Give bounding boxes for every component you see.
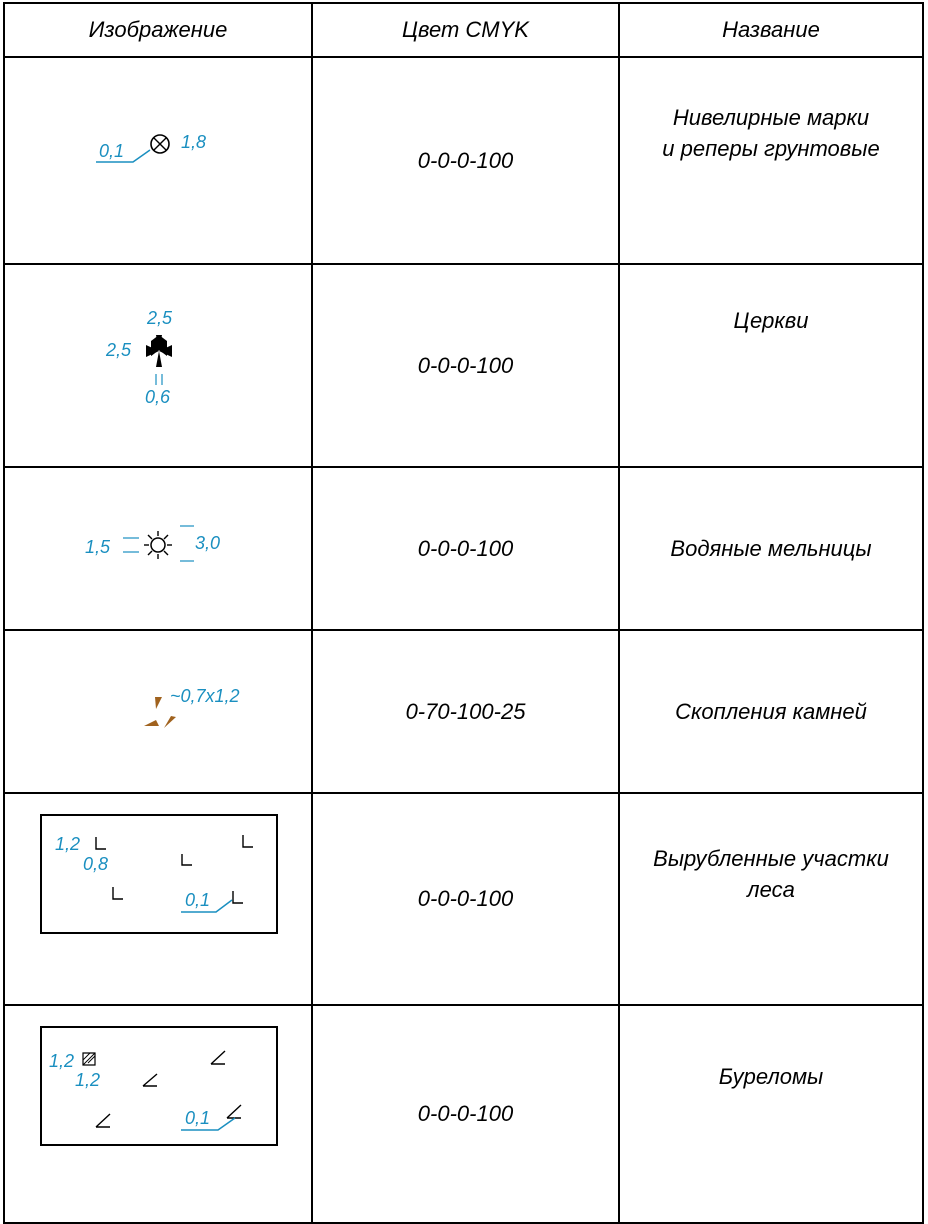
- image-cell: [4, 57, 312, 264]
- dimension-label: 0,1: [185, 890, 211, 910]
- header-image: Изображение: [4, 3, 312, 57]
- name-line: Водяные мельницы: [670, 536, 872, 561]
- dimension-label: 0,1: [185, 1108, 211, 1128]
- header-name: Название: [619, 3, 923, 57]
- clearing-pattern-icon: [41, 815, 277, 933]
- name-line: и реперы грунтовые: [662, 136, 880, 161]
- name-line: леса: [747, 877, 795, 902]
- name-line: Нивелирные марки: [672, 105, 870, 130]
- name-cell: [619, 57, 923, 264]
- cmyk-cell: 0-0-0-100: [312, 1005, 619, 1223]
- dimension-label: 2,5: [106, 340, 132, 360]
- cmyk-cell: 0-0-0-100: [312, 467, 619, 630]
- dimension-label: 1,2: [49, 1051, 75, 1071]
- name-cell: [619, 793, 923, 1005]
- symbol-church: [5, 265, 311, 426]
- symbol-circle-cross: [5, 58, 311, 219]
- symbol-clearing: [5, 794, 311, 955]
- image-cell: [4, 264, 312, 467]
- dimension-label: 1,2: [75, 1070, 101, 1090]
- dimension-label: 1,2: [55, 834, 81, 854]
- image-cell: [4, 630, 312, 793]
- dimension-label: 0,6: [145, 387, 171, 407]
- image-cell: [4, 467, 312, 630]
- dimension-label: 0,8: [83, 854, 109, 874]
- name-line: Вырубленные участки: [653, 846, 889, 871]
- dimension-label: 1,5: [85, 537, 111, 557]
- table-row: [4, 793, 923, 1005]
- table-row: [4, 57, 923, 264]
- symbol-stones: [5, 631, 311, 792]
- cmyk-cell: 0-0-0-100: [312, 57, 619, 264]
- cmyk-cell: 0-70-100-25: [312, 630, 619, 793]
- name-cell: [619, 264, 923, 467]
- dimension-label: 2,5: [147, 308, 173, 328]
- circle-cross-icon: [151, 135, 169, 153]
- symbol-water-mill: [5, 468, 311, 629]
- image-cell: [4, 1005, 312, 1223]
- legend-table: [3, 2, 924, 1224]
- water-mill-icon: [144, 531, 172, 559]
- church-icon: [146, 335, 172, 367]
- name-cell: [619, 630, 923, 793]
- header-row: [4, 3, 923, 57]
- symbol-windfall: [5, 1006, 311, 1167]
- name-line: Скопления камней: [675, 699, 867, 724]
- header-cmyk: Цвет CMYK: [312, 3, 619, 57]
- dimension-label: 0,1: [99, 141, 125, 161]
- dimension-label: 3,0: [195, 533, 221, 553]
- dimension-label: ~0,7x1,2: [170, 686, 240, 706]
- name-cell: [619, 467, 923, 630]
- image-cell: [4, 793, 312, 1005]
- cmyk-cell: 0-0-0-100: [312, 793, 619, 1005]
- table-row: [4, 467, 923, 630]
- name-line: Церкви: [733, 308, 809, 333]
- name-line: Буреломы: [718, 1064, 824, 1089]
- table-row: [4, 1005, 923, 1223]
- dimension-label: 1,8: [181, 132, 207, 152]
- name-cell: [619, 1005, 923, 1223]
- table-row: [4, 630, 923, 793]
- cmyk-cell: 0-0-0-100: [312, 264, 619, 467]
- table-row: [4, 264, 923, 467]
